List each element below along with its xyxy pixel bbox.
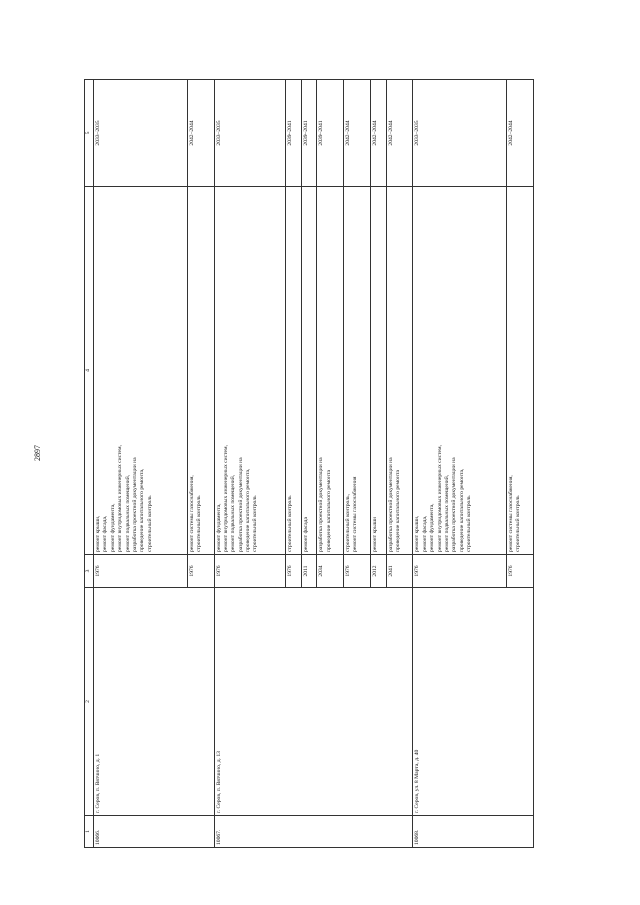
year-cell: 2034 xyxy=(317,555,344,588)
table-row xyxy=(214,80,285,848)
period-cell: 2033–2035 xyxy=(214,80,285,187)
works-cell: строительный контроль, ремонт системы газоснабжения xyxy=(344,187,371,555)
works-cell: ремонт крыши, ремонт фасада, ремонт фундамента, ремонт внутридомовых инженерных систем, ремонт подвальных помещений, разработка проектной документации на проведение капитального ремонта, строительный контроль xyxy=(94,187,188,555)
works-cell: ремонт системы газоснабжения, строительный контроль xyxy=(187,187,214,555)
repair-schedule-table xyxy=(84,79,534,848)
period-cell: 2042–2044 xyxy=(344,80,371,187)
period-cell: 2033–2035 xyxy=(413,80,507,187)
column-header: 2 xyxy=(85,588,94,816)
works-cell: ремонт фасада xyxy=(301,187,317,555)
year-cell: 1976 xyxy=(507,555,534,588)
row-number: 10066. xyxy=(94,816,215,848)
row-number: 10068. xyxy=(413,816,534,848)
works-cell: разработка проектной документации на проведение капитального ремонта xyxy=(386,187,413,555)
table-row xyxy=(94,80,188,848)
period-cell: 2039–2041 xyxy=(301,80,317,187)
works-cell: ремонт крыши, ремонт фасада, ремонт фундамента, ремонт внутридомовых инженерных систем, ремонт подвальных помещений, разработка проектной документации на проведение капитального ремонта, строительный контроль xyxy=(413,187,507,555)
year-cell: 2041 xyxy=(386,555,413,588)
year-cell: 1976 xyxy=(413,555,507,588)
period-cell: 2039–2041 xyxy=(317,80,344,187)
period-cell: 2033–2035 xyxy=(94,80,188,187)
works-cell: разработка проектной документации на проведение капитального ремонта xyxy=(317,187,344,555)
year-cell: 1976 xyxy=(187,555,214,588)
table-row xyxy=(413,80,507,848)
year-cell: 1976 xyxy=(344,555,371,588)
address-cell: г. Серов, п. Вятчино, д. 1 xyxy=(94,588,215,816)
year-cell: 1976 xyxy=(94,555,188,588)
period-cell: 2042–2044 xyxy=(386,80,413,187)
column-header: 5 xyxy=(85,80,94,187)
period-cell: 2042–2044 xyxy=(187,80,214,187)
column-header: 3 xyxy=(85,555,94,588)
year-cell: 1976 xyxy=(214,555,285,588)
row-number: 10067. xyxy=(214,816,413,848)
period-cell: 2039–2041 xyxy=(285,80,301,187)
year-cell: 2011 xyxy=(301,555,317,588)
address-cell: г. Серов, п. Вятчино, д. 13 xyxy=(214,588,413,816)
period-cell: 2042–2044 xyxy=(507,80,534,187)
column-header: 1 xyxy=(85,816,94,848)
works-cell: ремонт фундамента, ремонт внутридомовых инженерных систем, ремонт подвальных помещений, разработка проектной документации на проведение капитального ремонта, строительный контроль xyxy=(214,187,285,555)
page-number: 2897 xyxy=(33,445,42,461)
column-header: 4 xyxy=(85,187,94,555)
rotated-table-container xyxy=(84,80,534,848)
year-cell: 1976 xyxy=(285,555,301,588)
table-body xyxy=(94,80,534,848)
period-cell: 2042–2044 xyxy=(370,80,386,187)
works-cell: строительный контроль xyxy=(285,187,301,555)
year-cell: 2012 xyxy=(370,555,386,588)
works-cell: ремонт системы газоснабжения, строительный контроль xyxy=(507,187,534,555)
header-row xyxy=(85,80,94,848)
address-cell: г. Серов, ул. 8 Марта, д. 40 xyxy=(413,588,534,816)
works-cell: ремонт крыши xyxy=(370,187,386,555)
